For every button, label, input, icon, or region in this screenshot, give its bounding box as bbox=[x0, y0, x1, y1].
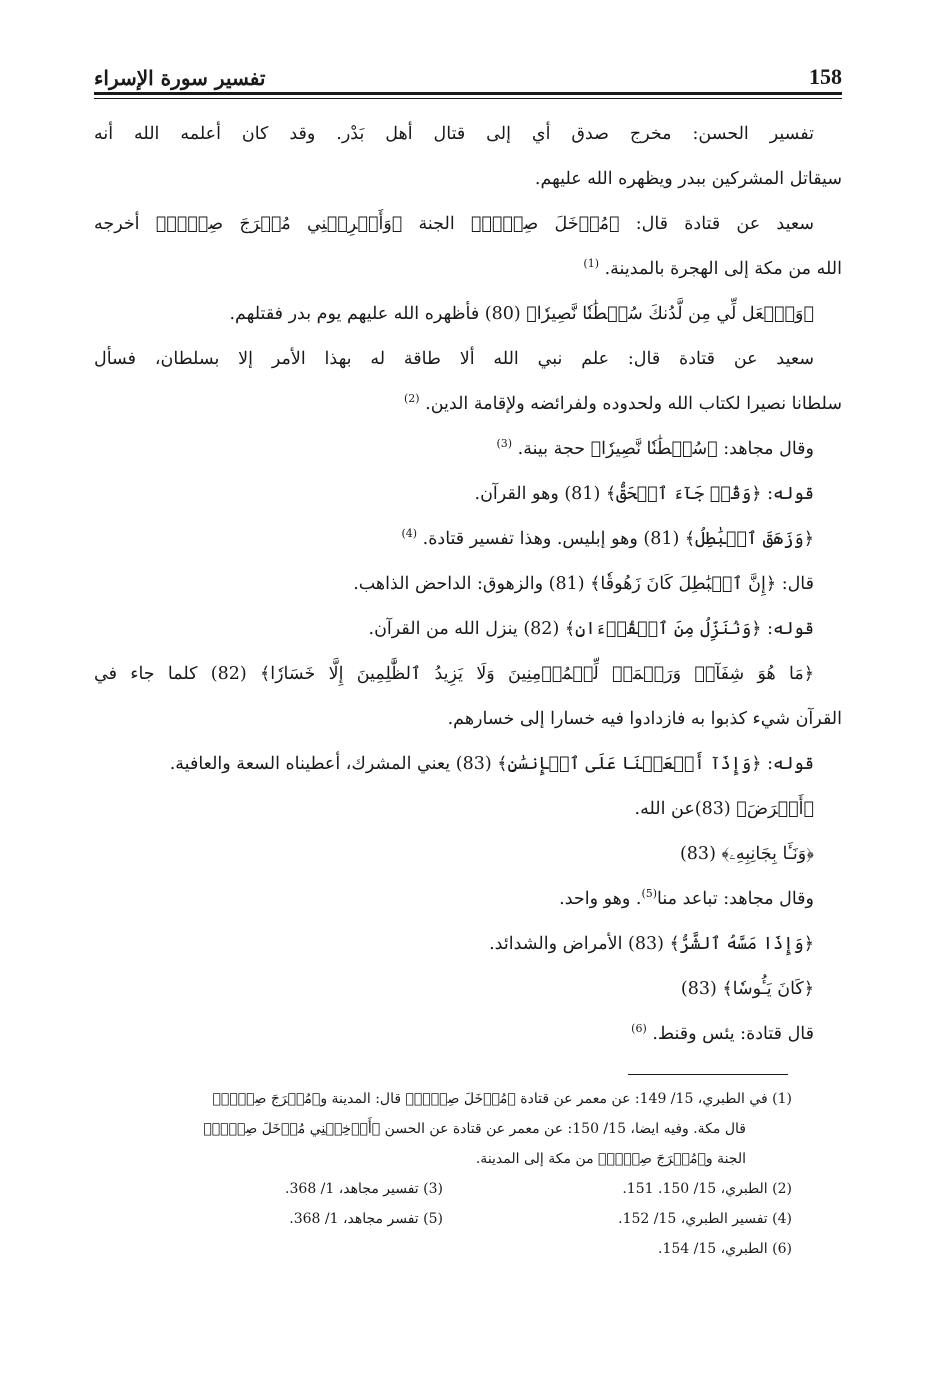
text-line: تفسير الحسن: مخرج صدق أي إلى قتال أهل بَدْر. وقد كان أعلمه الله أنه bbox=[94, 124, 814, 144]
text-line bbox=[94, 247, 842, 292]
text-line bbox=[94, 427, 842, 472]
footnote-separator bbox=[628, 1074, 788, 1075]
footnote-ref: (4) bbox=[401, 527, 418, 541]
footnotes bbox=[94, 1084, 792, 1264]
page-header bbox=[94, 52, 842, 90]
text-line: ﴿أَعۡرَضَ﴾ (83)عن الله. bbox=[634, 799, 814, 819]
footnote-3: (3) تفسير مجاهد، 1/ 368. bbox=[285, 1181, 443, 1197]
text-line: سيقاتل المشركين ببدر ويظهره الله عليهم. bbox=[534, 169, 842, 189]
footnote-row bbox=[94, 1204, 792, 1234]
text-line: القرآن شيء كذبوا به فازدادوا فيه خسارا إلى خسارهم. bbox=[447, 709, 842, 729]
page-number: 158 bbox=[809, 64, 842, 89]
text-span: . وهو واحد. bbox=[559, 889, 642, 909]
text-line bbox=[94, 382, 842, 427]
footnote-6: (6) الطبري، 15/ 154. bbox=[657, 1241, 792, 1257]
text-line bbox=[94, 1012, 842, 1057]
footnote-5: (5) تفسر مجاهد، 1/ 368. bbox=[289, 1211, 443, 1227]
footnote-2: (2) الطبري، 15/ 150. 151. bbox=[622, 1181, 792, 1197]
footnote-row bbox=[94, 1174, 792, 1204]
footnote-ref: (3) bbox=[496, 437, 513, 451]
footnote-ref: (1) bbox=[583, 257, 600, 271]
text-span: وقال مجاهد: تباعد منا bbox=[657, 889, 814, 909]
text-span: سلطانا نصيرا لكتاب الله ولحدوده ولفرائضه ولإقامة الدين. bbox=[425, 394, 842, 414]
text-line: قوله: ﴿وَنُنَزِّلُ مِنَ ٱلۡقُرۡءَانِ﴾ (82) ينزل الله من القرآن. bbox=[368, 619, 814, 639]
footnote-1: (1) في الطبري، 15/ 149: عن معمر عن قتادة ﴿مُدۡخَلَ صِدۡقٖ﴾ قال: المدينة و﴿مُخۡرَجَ صِدۡقٖ﴾ bbox=[212, 1091, 792, 1107]
text-line: سعيد عن قتادة قال: ﴿مُدۡخَلَ صِدۡقٖ﴾ الجنة ﴿وَأَخۡرِجۡنِي مُخۡرَجَ صِدۡقٖ﴾ أخرجه bbox=[94, 214, 814, 234]
text-span: قال قتادة: يئس وقنط. bbox=[652, 1024, 814, 1044]
text-span: الله من مكة إلى الهجرة بالمدينة. bbox=[604, 259, 842, 279]
text-line: قوله: ﴿وَقُلۡ جَآءَ ٱلۡحَقُّ﴾ (81) وهو القرآن. bbox=[474, 484, 814, 504]
running-title: تفسير سورة الإسراء bbox=[94, 66, 266, 90]
text-line: ﴿كَانَ يَـُٔوسٗا﴾ (83) bbox=[680, 979, 814, 999]
text-line bbox=[94, 877, 842, 922]
footnote-ref: (2) bbox=[403, 392, 420, 406]
text-line: ﴿وَنَـَٔا بِجَانِبِهِۦ﴾ (83) bbox=[679, 844, 814, 864]
text-span: ﴿وَزَهَقَ ٱلۡبَٰطِلُ﴾ (81) وهو إبليس. وهذا تفسير قتادة. bbox=[422, 529, 814, 549]
main-text bbox=[94, 112, 842, 1057]
header-rule-thin bbox=[94, 98, 842, 99]
text-line: ﴿وَٱجۡعَل لِّي مِن لَّدُنكَ سُلۡطَٰنٗا نَّصِيرٗا﴾ (80) فأظهره الله عليهم يوم بدر فقتلهم. bbox=[229, 304, 814, 324]
footnote-1-cont: قال مكة. وفيه ايضا، 15/ 150: عن معمر عن قتادة عن الحسن ﴿أَدۡخِلۡنِي مُدۡخَلَ صِدۡقٖ﴾ bbox=[203, 1121, 746, 1137]
header-rule-thick bbox=[94, 92, 842, 95]
text-line: ﴿مَا هُوَ شِفَآءٞ وَرَحۡمَةٞ لِّلۡمُؤۡمِنِينَ وَلَا يَزِيدُ ٱلظَّٰلِمِينَ إِلَّا خَسَارٗا﴾ (82) كلما جاء في bbox=[94, 664, 814, 684]
text-line: ﴿وَإِذَا مَسَّهُ ٱلشَّرُّ﴾ (83) الأمراض والشدائد. bbox=[489, 934, 814, 954]
footnote-ref: (5) bbox=[641, 887, 658, 901]
footnote-4: (4) تفسير الطبري، 15/ 152. bbox=[618, 1211, 792, 1227]
text-line: قوله: ﴿وَإِذَآ أَنۡعَمۡنَا عَلَى ٱلۡإِنسَٰنِ﴾ (83) يعني المشرك، أعطيناه السعة والعافية. bbox=[169, 754, 814, 774]
footnote-ref: (6) bbox=[631, 1022, 647, 1036]
text-line: قال: ﴿إِنَّ ٱلۡبَٰطِلَ كَانَ زَهُوقٗا﴾ (81) والزهوق: الداحض الذاهب. bbox=[353, 574, 814, 594]
footnote-1-cont: الجنة و﴿مُخۡرَجَ صِدۡقٖ﴾ من مكة إلى المدينة. bbox=[475, 1151, 746, 1167]
text-span: وقال مجاهد: ﴿سُلۡطَٰنٗا نَّصِيرٗا﴾ حجة بينة. bbox=[517, 439, 814, 459]
text-line bbox=[94, 517, 842, 562]
text-line: سعيد عن قتادة قال: علم نبي الله ألا طاقة له بهذا الأمر إلا بسلطان، فسأل bbox=[94, 349, 814, 369]
